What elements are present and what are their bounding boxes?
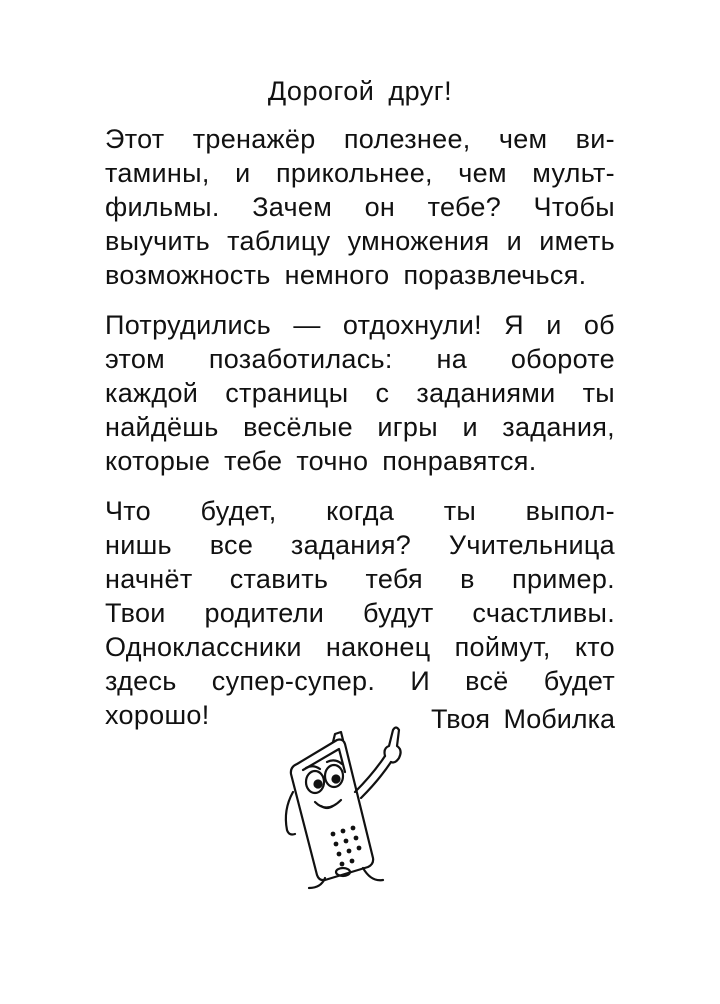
word: родители <box>204 598 325 628</box>
word: кто <box>574 632 615 662</box>
paragraph-line <box>105 376 615 410</box>
word: тебя <box>365 564 423 594</box>
word: тренажёр <box>192 124 316 154</box>
word: тебе? <box>427 192 502 222</box>
word: иметь <box>539 226 615 256</box>
word: выучить <box>105 226 210 256</box>
word: игры <box>377 412 438 442</box>
word: он <box>364 192 396 222</box>
word: здесь <box>105 666 177 696</box>
word: будет <box>543 666 615 696</box>
paragraph-line <box>105 156 615 190</box>
word: найдёшь <box>105 412 219 442</box>
word: будут <box>362 598 434 628</box>
word: тебе <box>224 446 283 476</box>
word: ты <box>582 378 615 408</box>
word: отдохнули! <box>342 310 482 340</box>
paragraph-line <box>105 190 615 224</box>
letter-paragraph <box>105 308 615 478</box>
word: позаботилась: <box>208 344 393 374</box>
word: в <box>460 564 475 594</box>
paragraph-line <box>105 308 615 342</box>
word: Чтобы <box>533 192 615 222</box>
letter-paragraph <box>105 494 615 732</box>
word: умножения <box>347 226 490 256</box>
word: пример. <box>512 564 615 594</box>
word: когда <box>326 496 395 526</box>
word: и <box>235 158 251 188</box>
word: ты <box>443 496 477 526</box>
letter-paragraph <box>105 122 615 292</box>
word: Потрудились <box>105 310 272 340</box>
word: хорошо! <box>105 700 210 730</box>
word: с <box>375 378 390 408</box>
word: каждой <box>105 378 199 408</box>
word: поразвлечься. <box>403 260 587 290</box>
word: мульт- <box>532 158 615 188</box>
word: нишь <box>105 530 172 560</box>
word: обороте <box>510 344 615 374</box>
word: супер-супер. <box>211 666 376 696</box>
paragraph-line <box>105 528 615 562</box>
word: немного <box>284 260 390 290</box>
paragraph-line <box>105 596 615 630</box>
cartoon-mobile-phone-mascot-icon <box>275 722 415 892</box>
word: будет, <box>200 496 277 526</box>
word: — <box>293 310 321 340</box>
word: все <box>209 530 254 560</box>
word: ви- <box>575 124 615 154</box>
word: выпол- <box>525 496 615 526</box>
word: и <box>546 310 562 340</box>
word: Учительница <box>448 530 615 560</box>
letter-greeting: Дорогой друг! <box>267 76 453 106</box>
word: возможность <box>105 260 271 290</box>
paragraph-line <box>105 562 615 596</box>
word: и <box>462 412 478 442</box>
word: всё <box>465 666 509 696</box>
paragraph-line <box>105 224 615 258</box>
word: таблицу <box>227 226 331 256</box>
paragraph-line <box>105 494 615 528</box>
word: заданиями <box>416 378 556 408</box>
word: наконец <box>325 632 431 662</box>
word: задания? <box>290 530 412 560</box>
word: чем <box>458 158 507 188</box>
paragraph-line <box>105 342 615 376</box>
paragraph-line <box>105 664 615 698</box>
word: об <box>583 310 615 340</box>
letter-signature: Твоя Мобилка <box>430 704 615 734</box>
word: Твои <box>105 598 166 628</box>
paragraph-line <box>105 122 615 156</box>
word: начнёт <box>105 564 193 594</box>
word: весёлые <box>243 412 353 442</box>
word: и <box>506 226 523 256</box>
word: Одноклассники <box>105 632 302 662</box>
word: Зачем <box>252 192 333 222</box>
word: И <box>410 666 431 696</box>
word: счастливы. <box>472 598 615 628</box>
word: фильмы. <box>105 192 220 222</box>
paragraph-line <box>105 258 615 292</box>
word: точно <box>296 446 369 476</box>
word: ставить <box>229 564 329 594</box>
word: Что <box>105 496 151 526</box>
word: полезнее, <box>343 124 471 154</box>
letter-body <box>105 122 615 748</box>
word: понравятся. <box>382 446 537 476</box>
paragraph-line <box>105 444 615 478</box>
word: Этот <box>105 124 165 154</box>
word: на <box>436 344 468 374</box>
word: страницы <box>225 378 349 408</box>
word: тамины, <box>105 158 210 188</box>
word: чем <box>498 124 548 154</box>
word: Я <box>504 310 524 340</box>
word: поймут, <box>454 632 551 662</box>
paragraph-line <box>105 410 615 444</box>
word: этом <box>105 344 166 374</box>
word: которые <box>105 446 211 476</box>
word: задания, <box>502 412 615 442</box>
paragraph-line <box>105 630 615 664</box>
word: прикольнее, <box>275 158 433 188</box>
